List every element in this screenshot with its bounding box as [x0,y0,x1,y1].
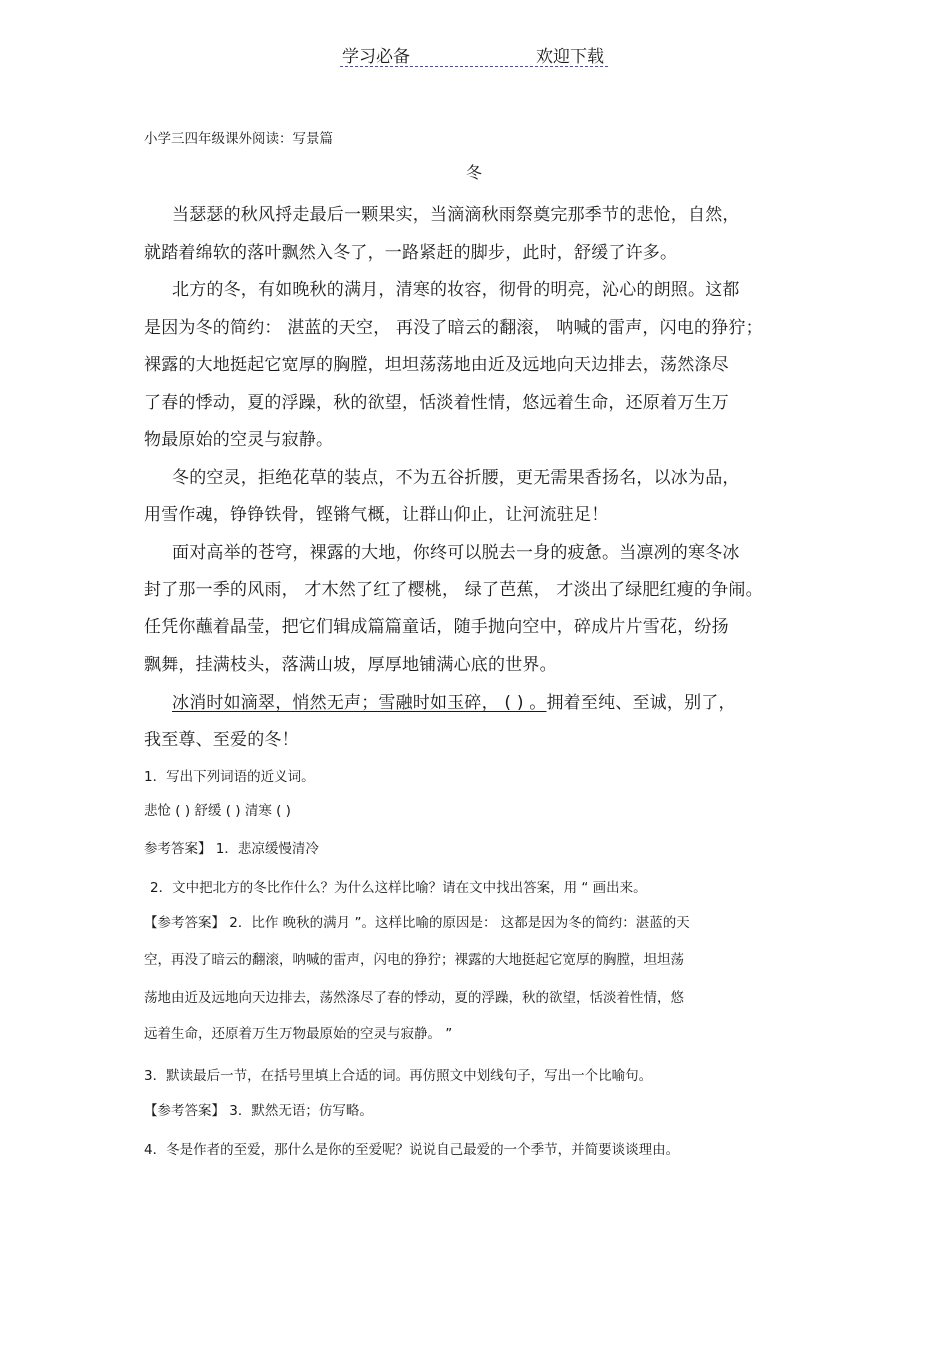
underlined-sentence: 冰消时如滴翠，悄然无声；雪融时如玉碎， ( ) 。 [172,693,547,713]
p5-line-1-rest: 拥着至纯、至诚，别了， [546,693,736,713]
p2-line-4: 了春的悸动，夏的浮躁，秋的欲望，恬淡着性情，悠远着生命，还原着万生万 [144,393,729,413]
p2-line-1: 北方的冬，有如晚秋的满月，清寒的妆容，彻骨的明亮，沁心的朗照。这都 [172,280,740,300]
answer-1: 参考答案】 1．悲凉缓慢清冷 [144,841,319,857]
answer-3: 【参考答案】 3．默然无语；仿写略。 [144,1103,373,1119]
p4-line-2: 封了那一季的风雨， 才木然了红了樱桃， 绿了芭蕉， 才淡出了绿肥红瘦的争闹。 [144,580,763,600]
question-1-items: 悲怆 ( ) 舒缓 ( ) 清寒 ( ) [144,803,291,819]
header-left-text: 学习必备 [342,47,410,67]
article-title: 冬 [466,163,483,182]
question-4: 4．冬是作者的至爱，那什么是你的至爱呢？说说自己最爱的一个季节，并简要谈谈理由。 [144,1142,680,1158]
header-right-text: 欢迎下载 [536,47,604,67]
subtitle: 小学三四年级课外阅读：写景篇 [144,131,333,147]
answer-2-line-3: 荡地由近及远地向天边排去，荡然涤尽了春的悸动，夏的浮躁，秋的欲望，恬淡着性情，悠 [144,990,684,1006]
page-header [340,40,608,67]
p2-line-5: 物最原始的空灵与寂静。 [144,430,334,450]
p2-line-3: 裸露的大地挺起它宽厚的胸膛，坦坦荡荡地由近及远地向天边排去，荡然涤尽 [144,355,729,375]
question-2: 2．文中把北方的冬比作什么？为什么这样比喻？请在文中找出答案，用 “ 画出来。 [150,880,647,896]
answer-2-line-4: 远着生命，还原着万生万物最原始的空灵与寂静。 ” [144,1026,453,1042]
answer-2-line-2: 空，再没了暗云的翻滚，呐喊的雷声，闪电的狰狞；裸露的大地挺起它宽厚的胸膛，坦坦荡 [144,952,684,968]
p4-line-4: 飘舞，挂满枝头，落满山坡，厚厚地铺满心底的世界。 [144,655,557,675]
question-1: 1．写出下列词语的近义词。 [144,769,315,785]
p5-line-2: 我至尊、至爱的冬！ [144,730,299,750]
question-3: 3．默读最后一节，在括号里填上合适的词。再仿照文中划线句子，写出一个比喻句。 [144,1068,653,1084]
p1-line-2: 就踏着绵软的落叶飘然入冬了，一路紧赶的脚步，此时，舒缓了许多。 [144,243,678,263]
p5-line-1 [172,688,736,713]
answer-2-line-1: 【参考答案】 2．比作 晚秋的满月 ”。这样比喻的原因是： 这都是因为冬的简约：湛蓝的天 [144,915,690,931]
p3-line-1: 冬的空灵，拒绝花草的装点，不为五谷折腰，更无需果香扬名，以冰为品， [172,468,740,488]
p4-line-3: 任凭你蘸着晶莹，把它们辑成篇篇童话，随手抛向空中，碎成片片雪花，纷扬 [144,617,729,637]
p3-line-2: 用雪作魂，铮铮铁骨，铿锵气概，让群山仰止，让河流驻足！ [144,505,609,525]
p4-line-1: 面对高举的苍穹，裸露的大地，你终可以脱去一身的疲惫。当凛冽的寒冬冰 [172,543,740,563]
p1-line-1: 当瑟瑟的秋风捋走最后一颗果实，当滴滴秋雨祭奠完那季节的悲怆，自然， [172,205,740,225]
p2-line-2: 是因为冬的简约： 湛蓝的天空， 再没了暗云的翻滚， 呐喊的雷声，闪电的狰狞； [144,318,763,338]
